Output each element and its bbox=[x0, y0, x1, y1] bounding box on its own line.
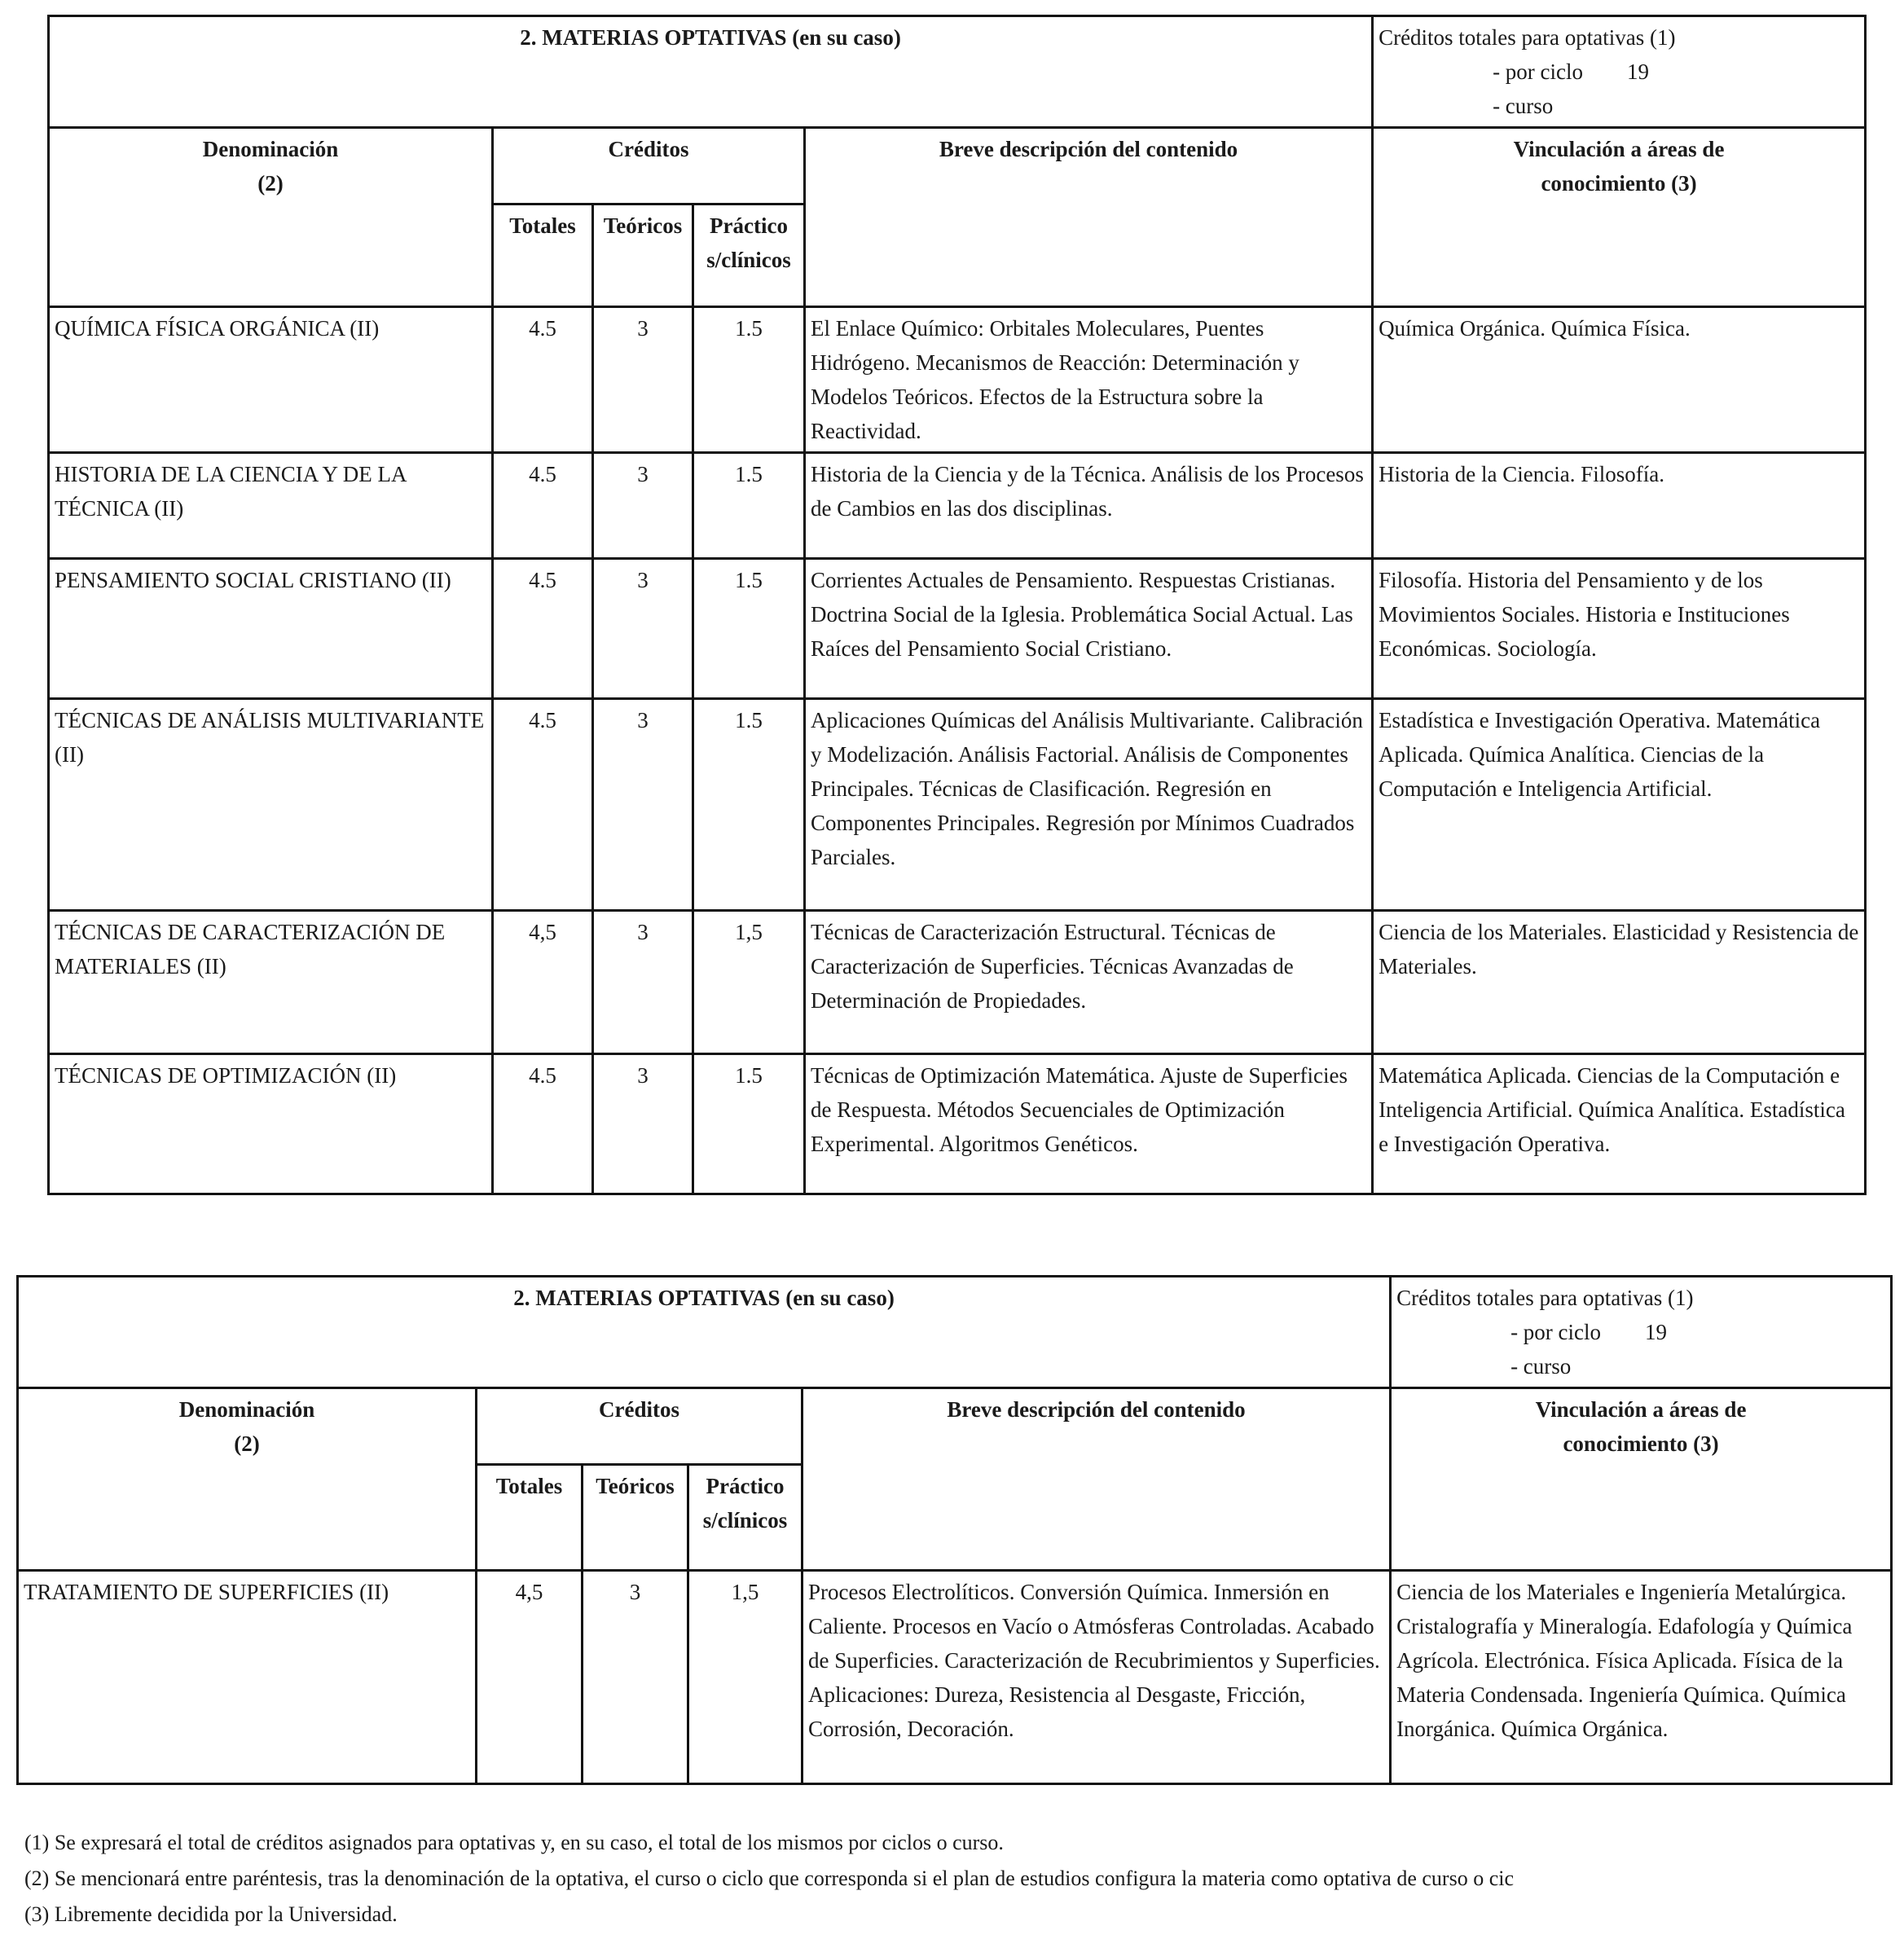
subject-areas: Estadística e Investigación Operativa. Matemática Aplicada. Química Analítica. Ciencias de la Computación e Inteligencia Artificial. bbox=[1373, 698, 1866, 910]
footnote-1: (1) Se expresará el total de créditos asignados para optativas y, en su caso, el total de los mismos por ciclos o curso. bbox=[24, 1831, 1004, 1854]
subject-areas: Química Orgánica. Química Física. bbox=[1373, 306, 1866, 452]
subject-description: Técnicas de Caracterización Estructural. Técnicas de Caracterización de Superficies. Técnicas Avanzadas de Determinación de Propiedades. bbox=[805, 910, 1373, 1053]
per-course-label: - curso bbox=[1493, 94, 1554, 118]
subject-areas: Matemática Aplicada. Ciencias de la Computación e Inteligencia Artificial. Química Analítica. Estadística e Investigación Operativa. bbox=[1373, 1053, 1866, 1194]
table-row bbox=[49, 1053, 1866, 1194]
subject-name: HISTORIA DE LA CIENCIA Y DE LA TÉCNICA (II) bbox=[49, 452, 493, 558]
credits-total: 4.5 bbox=[493, 306, 593, 452]
table-row bbox=[49, 558, 1866, 698]
col-denominacion-note: (2) bbox=[234, 1431, 260, 1456]
col-descripcion: Breve descripción del contenido bbox=[802, 1388, 1391, 1571]
credits-theory: 3 bbox=[593, 910, 693, 1053]
section-header-row bbox=[49, 16, 1866, 128]
credits-practice: 1.5 bbox=[693, 558, 805, 698]
subject-description: Técnicas de Optimización Matemática. Ajuste de Superficies de Respuesta. Métodos Secuenciales de Optimización Experimental. Algoritmos Genéticos. bbox=[805, 1053, 1373, 1194]
col-practicos-label-1: Práctico bbox=[706, 1473, 785, 1498]
col-vinculacion bbox=[1373, 128, 1866, 307]
column-header-row bbox=[18, 1388, 1892, 1465]
col-descripcion: Breve descripción del contenido bbox=[805, 128, 1373, 307]
subject-name: TÉCNICAS DE CARACTERIZACIÓN DE MATERIALES (II) bbox=[49, 910, 493, 1053]
subject-name: PENSAMIENTO SOCIAL CRISTIANO (II) bbox=[49, 558, 493, 698]
credits-total: 4.5 bbox=[493, 558, 593, 698]
credits-total: 4,5 bbox=[477, 1570, 583, 1783]
credits-practice: 1.5 bbox=[693, 452, 805, 558]
section-title: 2. MATERIAS OPTATIVAS (en su caso) bbox=[49, 16, 1373, 128]
credits-theory: 3 bbox=[593, 306, 693, 452]
col-denominacion-label: Denominación bbox=[202, 137, 339, 161]
subject-name: TRATAMIENTO DE SUPERFICIES (II) bbox=[18, 1570, 477, 1783]
table-row bbox=[49, 306, 1866, 452]
subject-name: TÉCNICAS DE ANÁLISIS MULTIVARIANTE (II) bbox=[49, 698, 493, 910]
column-header-row bbox=[49, 128, 1866, 204]
credits-total-box bbox=[1391, 1277, 1892, 1388]
subject-description: Procesos Electrolíticos. Conversión Química. Inmersión en Caliente. Procesos en Vacío o Atmósferas Controladas. Acabado de Superficies. Caracterización de Recubrimientos y Superficies. Aplicaciones: Dureza, Resistencia al Desgaste, Fricción, Corrosión, Decoración. bbox=[802, 1570, 1391, 1783]
credits-theory: 3 bbox=[593, 1053, 693, 1194]
col-teoricos: Teóricos bbox=[583, 1464, 688, 1570]
credits-theory: 3 bbox=[593, 452, 693, 558]
subject-description: Corrientes Actuales de Pensamiento. Respuestas Cristianas. Doctrina Social de la Iglesia. Problemática Social Actual. Las Raíces del Pensamiento Social Cristiano. bbox=[805, 558, 1373, 698]
credits-total: 4.5 bbox=[493, 1053, 593, 1194]
col-practicos bbox=[688, 1464, 802, 1570]
section-header-row bbox=[18, 1277, 1892, 1388]
per-cycle-label: - por ciclo bbox=[1493, 59, 1584, 84]
subject-areas: Historia de la Ciencia. Filosofía. bbox=[1373, 452, 1866, 558]
per-cycle-label: - por ciclo bbox=[1510, 1320, 1602, 1344]
credits-practice: 1.5 bbox=[693, 1053, 805, 1194]
col-vinculacion-label-2: conocimiento (3) bbox=[1541, 171, 1697, 196]
credits-total-label: Créditos totales para optativas (1) bbox=[1396, 1286, 1694, 1310]
col-vinculacion-label-2: conocimiento (3) bbox=[1563, 1431, 1719, 1456]
col-practicos-label-1: Práctico bbox=[710, 213, 788, 238]
credits-total: 4.5 bbox=[493, 452, 593, 558]
credits-practice: 1,5 bbox=[693, 910, 805, 1053]
optativas-table-1 bbox=[47, 15, 1867, 1195]
subject-areas: Ciencia de los Materiales. Elasticidad y Resistencia de Materiales. bbox=[1373, 910, 1866, 1053]
col-denominacion-label: Denominación bbox=[178, 1397, 315, 1422]
col-vinculacion-label-1: Vinculación a áreas de bbox=[1535, 1397, 1747, 1422]
col-denominacion-blank bbox=[18, 1464, 477, 1570]
credits-total: 4.5 bbox=[493, 698, 593, 910]
col-practicos-label-2: s/clínicos bbox=[702, 1507, 788, 1532]
table-row bbox=[49, 698, 1866, 910]
section-title: 2. MATERIAS OPTATIVAS (en su caso) bbox=[18, 1277, 1391, 1388]
col-teoricos: Teóricos bbox=[593, 204, 693, 306]
subject-areas: Filosofía. Historia del Pensamiento y de los Movimientos Sociales. Historia e Instituciones Económicas. Sociología. bbox=[1373, 558, 1866, 698]
credits-practice: 1,5 bbox=[688, 1570, 802, 1783]
credits-theory: 3 bbox=[583, 1570, 688, 1783]
credits-total-box bbox=[1373, 16, 1866, 128]
credits-practice: 1.5 bbox=[693, 306, 805, 452]
col-creditos: Créditos bbox=[477, 1388, 802, 1465]
credits-theory: 3 bbox=[593, 698, 693, 910]
col-denominacion bbox=[18, 1388, 477, 1465]
subject-name: TÉCNICAS DE OPTIMIZACIÓN (II) bbox=[49, 1053, 493, 1194]
col-creditos: Créditos bbox=[493, 128, 805, 204]
col-denominacion-note: (2) bbox=[257, 171, 284, 196]
footnote-2: (2) Se mencionará entre paréntesis, tras la denominación de la optativa, el curso o ciclo que corresponda si el plan de estudios configura la materia como optativa de curso o cic bbox=[24, 1867, 1514, 1890]
subject-description: Historia de la Ciencia y de la Técnica. Análisis de los Procesos de Cambios en las dos disciplinas. bbox=[805, 452, 1373, 558]
col-vinculacion bbox=[1391, 1388, 1892, 1571]
credits-practice: 1.5 bbox=[693, 698, 805, 910]
col-vinculacion-label-1: Vinculación a áreas de bbox=[1513, 137, 1725, 161]
per-course-label: - curso bbox=[1510, 1354, 1572, 1379]
col-practicos bbox=[693, 204, 805, 306]
credits-total-label: Créditos totales para optativas (1) bbox=[1379, 25, 1676, 50]
table-row bbox=[49, 910, 1866, 1053]
per-cycle-value: 19 bbox=[1645, 1320, 1668, 1344]
col-denominacion-blank bbox=[49, 204, 493, 306]
footnote-3: (3) Libremente decidida por la Universidad. bbox=[24, 1902, 398, 1926]
footnotes bbox=[24, 1825, 1898, 1933]
col-totales: Totales bbox=[493, 204, 593, 306]
col-totales: Totales bbox=[477, 1464, 583, 1570]
optativas-table-2 bbox=[16, 1275, 1893, 1785]
subject-name: QUÍMICA FÍSICA ORGÁNICA (II) bbox=[49, 306, 493, 452]
table-row bbox=[18, 1570, 1892, 1783]
per-cycle-line bbox=[1396, 1315, 1885, 1349]
subject-areas: Ciencia de los Materiales e Ingeniería Metalúrgica. Cristalografía y Mineralogía. Edafología y Química Agrícola. Electrónica. Física Aplicada. Física de la Materia Condensada. Ingeniería Química. Química Inorgánica. Química Orgánica. bbox=[1391, 1570, 1892, 1783]
subject-description: Aplicaciones Químicas del Análisis Multivariante. Calibración y Modelización. Análisis Factorial. Análisis de Componentes Principales. Técnicas de Clasificación. Regresión en Componentes Principales. Regresión por Mínimos Cuadrados Parciales. bbox=[805, 698, 1373, 910]
credits-theory: 3 bbox=[593, 558, 693, 698]
col-denominacion bbox=[49, 128, 493, 204]
table-row bbox=[49, 452, 1866, 558]
credits-total: 4,5 bbox=[493, 910, 593, 1053]
per-cycle-value: 19 bbox=[1627, 59, 1650, 84]
per-cycle-line bbox=[1379, 55, 1859, 89]
col-practicos-label-2: s/clínicos bbox=[706, 247, 791, 272]
subject-description: El Enlace Químico: Orbitales Moleculares, Puentes Hidrógeno. Mecanismos de Reacción: Determinación y Modelos Teóricos. Efectos de la Estructura sobre la Reactividad. bbox=[805, 306, 1373, 452]
